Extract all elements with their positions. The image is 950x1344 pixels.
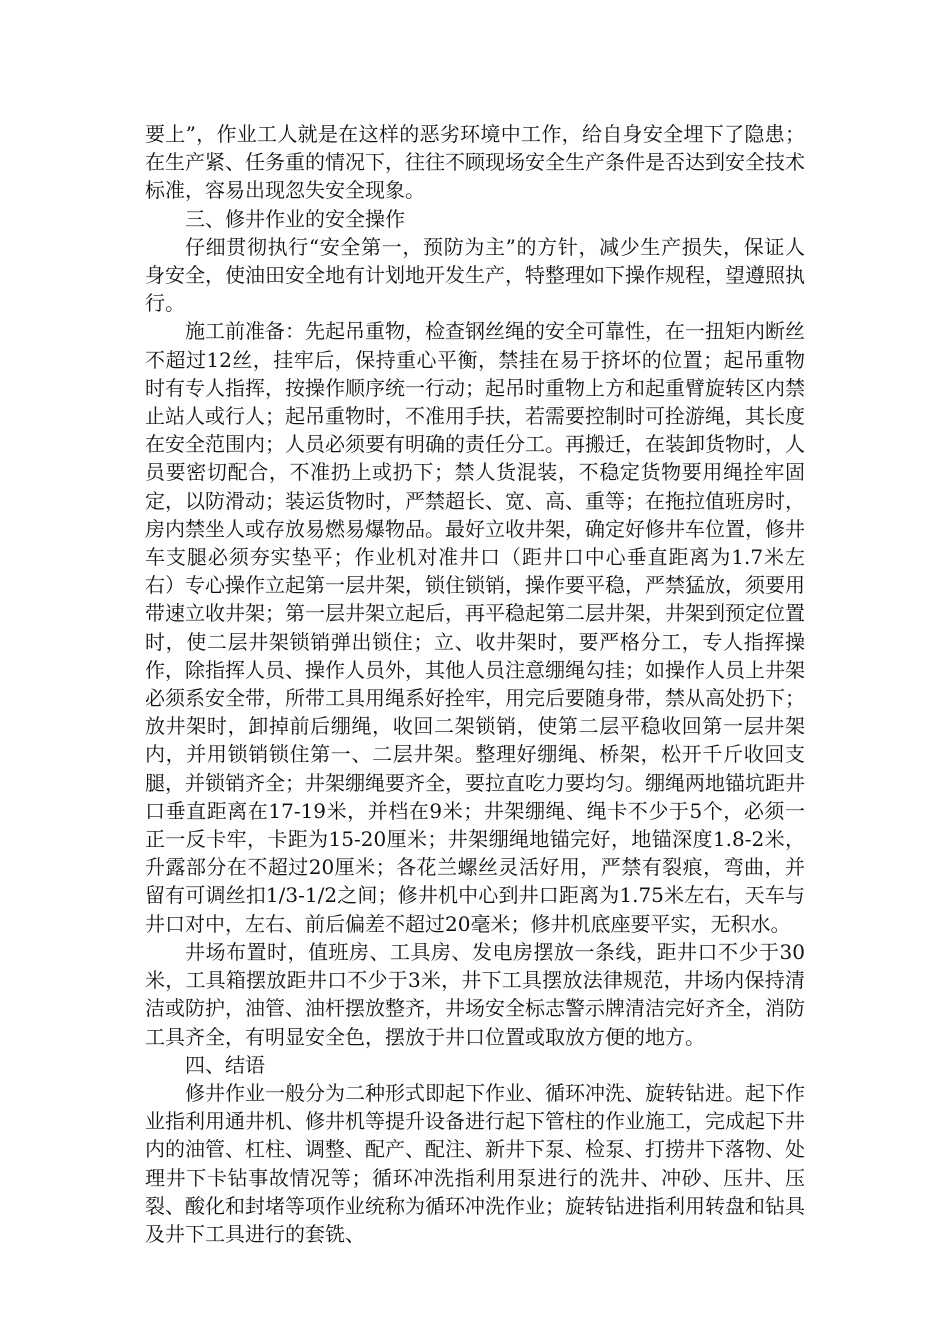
section-heading-3: 三、修井作业的安全操作 bbox=[185, 206, 405, 231]
section-heading-4: 四、结语 bbox=[185, 1052, 265, 1077]
paragraph-intro-continuation: 要上”，作业工人就是在这样的恶劣环境中工作，给自身安全埋下了隐患；在生产紧、任务重的情况下，往往不顾现场安全生产条件是否达到安全技术标准，容易出现忽失安全现象。 bbox=[145, 122, 805, 203]
paragraph-policy: 仔细贯彻执行“安全第一，预防为主”的方针，减少生产损失，保证人身安全，使油田安全地有计划地开发生产，特整理如下操作规程，望遵照执行。 bbox=[145, 234, 805, 316]
paragraph-preparation: 施工前准备：先起吊重物，检查钢丝绳的安全可靠性，在一扭矩内断丝不超过12丝，挂牢后，保持重心平衡，禁挂在易于挤坏的位置；起吊重物时有专人指挥，按操作顺序统一行动；起吊时重物上方和起重臂旋转区内禁止站人或行人；起吊重物时，不准用手扶，若需要控制时可拴游绳，其长度在安全范围内；人员必须要有明确的责任分工。再搬迁，在装卸货物时，人员要密切配合，不准扔上或扔下；禁人货混装，不稳定货物要用绳拴牢固定，以防滑动；装运货物时，严禁超长、宽、高、重等；在拖拉值班房时，房内禁坐人或存放易燃易爆物品。最好立收井架，确定好修井车位置，修井车支腿必须夯实垫平；作业机对准井口（距井口中心垂直距离为1.7米左右）专心操作立起第一层井架，锁住锁销，操作要平稳，严禁猛放，须要用带速立收井架；第一层井架立起后，再平稳起第二层井架，井架到预定位置时，使二层井架锁销弹出锁住；立、收井架时，要严格分工，专人指挥操作，除指挥人员、操作人员外，其他人员注意绷绳勾挂；如操作人员上井架必须系安全带，所带工具用绳系好拴牢，用完后要随身带，禁从高处扔下；放井架时，卸掉前后绷绳，收回二架锁销，使第二层平稳收回第一层井架内，并用锁销锁住第一、二层井架。整理好绷绳、桥架，松开千斤收回支腿，并锁销齐全；井架绷绳要齐全，要拉直吃力要均匀。绷绳两地锚坑距井口垂直距离在17-19米，并档在9米；井架绷绳、绳卡不少于5个，必须一正一反卡牢，卡距为15-20厘米；井架绷绳地锚完好，地锚深度1.8-2米，升露部分在不超过20厘米；各花兰螺丝灵活好用，严禁有裂痕，弯曲，并留有可调丝扣1/3-1/2之间；修井机中心到井口距离为1.75米左右，天车与井口对中，左右、前后偏差不超过20毫米；修井机底座要平实，无积水。 bbox=[145, 319, 805, 936]
paragraph-site-layout: 井场布置时，值班房、工具房、发电房摆放一条线，距井口不少于30米，工具箱摆放距井口不少于3米，井下工具摆放法律规范，井场内保持清洁或防护，油管、油杆摆放整齐，井场安全标志警示牌清洁完好齐全，消防工具齐全，有明显安全色，摆放于井口位置或取放方便的地方。 bbox=[145, 939, 805, 1049]
paragraph-conclusion: 修井作业一般分为二种形式即起下作业、循环冲洗、旋转钻进。起下作业指利用通井机、修井机等提升设备进行起下管柱的作业施工，完成起下井内的油管、杠柱、调整、配产、配注、新井下泵、检泵、打捞井下落物、处理井下卡钻事故情况等；循环冲洗指利用泵进行的洗井、冲砂、压井、压裂、酸化和封堵等项作业统称为循环冲洗作业；旋转钻进指利用转盘和钻具及井下工具进行的套铣、 bbox=[145, 1080, 805, 1246]
document-body bbox=[145, 120, 805, 1248]
